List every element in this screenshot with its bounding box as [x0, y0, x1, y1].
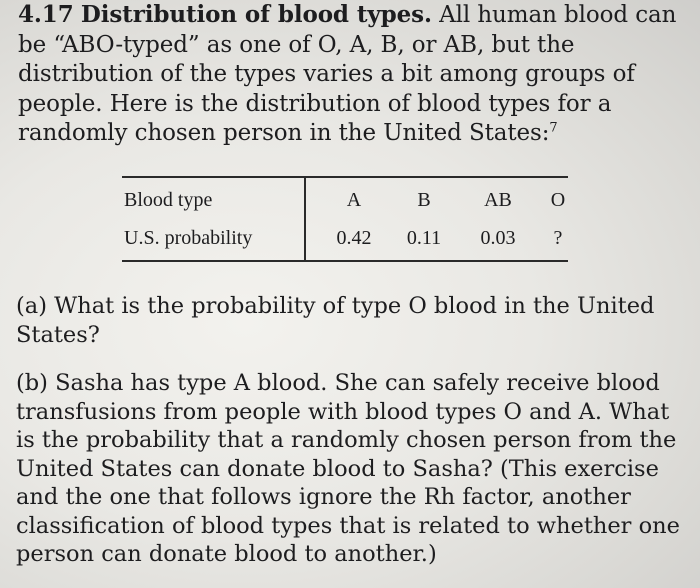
question-part-b — [16, 369, 686, 569]
part-b-text: Sasha has type A blood. She can safely receive blood transfusions from people with blood types O and A. What is the probability that a randomly chosen person from the United States can donate blood to Sasha? (This exercise and the one that follows ignore the Rh factor, another classification of blood types that is related to whether one person can donate blood to another.) — [16, 370, 680, 567]
question-part-a — [16, 292, 686, 349]
part-b-label: (b) — [16, 370, 48, 396]
type-o-header: O — [550, 189, 566, 211]
table-header-label: Blood type — [124, 189, 213, 211]
type-b-header: B — [417, 189, 431, 211]
problem-body: All human blood can be “ABO-typed” as one of O, A, B, or AB, but the distribution of the types varies a bit among groups of people. Here is the distribution of blood types for a randomly chosen person in the United States: — [18, 2, 677, 146]
table-column-divider — [304, 178, 306, 260]
table-top-rule — [122, 176, 568, 178]
type-ab-header: AB — [484, 189, 512, 211]
prob-type-o: ? — [553, 227, 563, 249]
blood-type-table — [122, 176, 568, 262]
part-a-text: What is the probability of type O blood in the United States? — [16, 293, 655, 348]
problem-number: 4.17 — [18, 1, 74, 28]
problem-title: Distribution of blood types. — [80, 1, 432, 28]
prob-type-b: 0.11 — [406, 227, 442, 249]
type-a-header: A — [346, 189, 362, 211]
prob-type-a: 0.42 — [336, 227, 372, 249]
table-row-label: U.S. probability — [124, 227, 253, 249]
prob-type-ab: 0.03 — [480, 227, 516, 249]
table-bottom-rule — [122, 260, 568, 262]
problem-statement — [18, 0, 690, 149]
footnote-marker: 7 — [549, 120, 558, 136]
part-a-label: (a) — [16, 293, 47, 319]
